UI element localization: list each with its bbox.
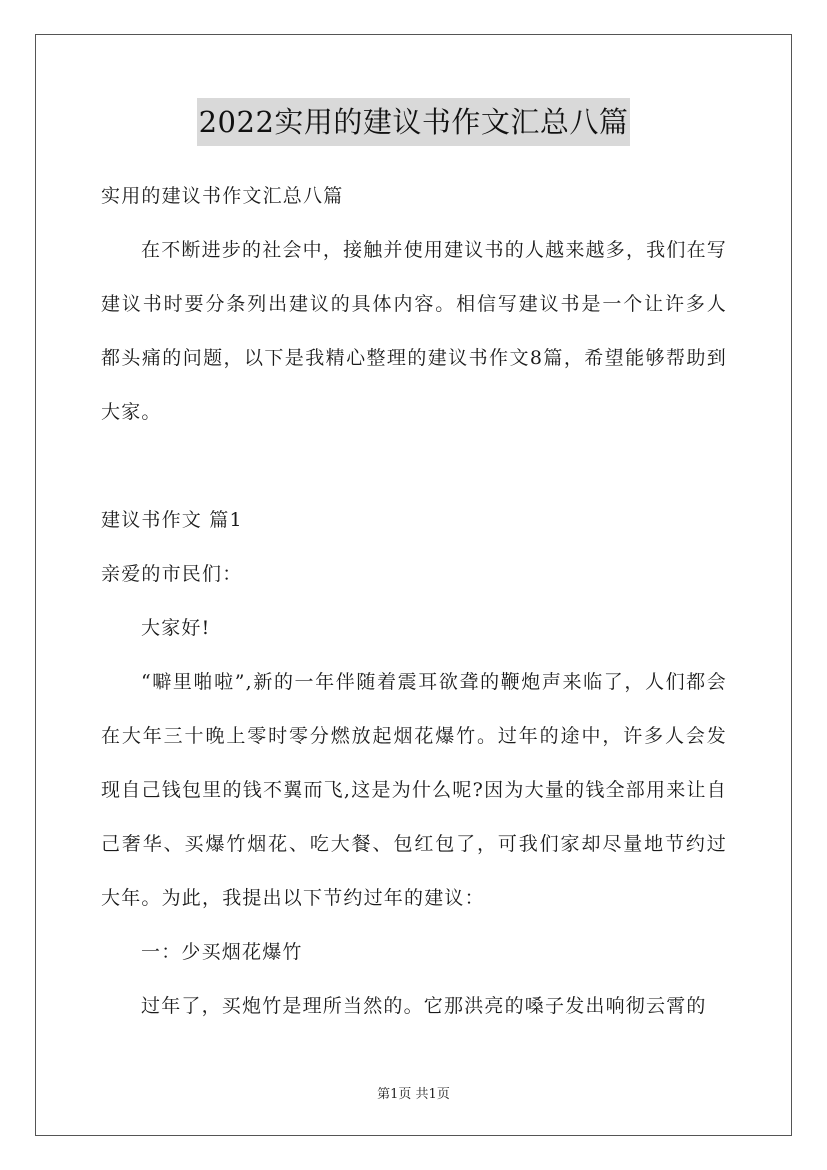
section-heading: 建议书作文 篇1 (101, 509, 243, 531)
title-container (0, 98, 827, 146)
body-paragraph-1: “噼里啪啦”,新的一年伴随着震耳欲聋的鞭炮声来临了，人们都会在大年三十晚上零时零分燃放起烟花爆竹。过年的途中，许多人会发现自己钱包里的钱不翼而飞,这是为什么呢?因为大量的钱全部用来让自己奢华、买爆竹烟花、吃大餐、包红包了，可我们家却尽量地节约过大年。为此，我提出以下节约过年的建议： (101, 671, 727, 909)
point-heading-1: 一：少买烟花爆竹 (141, 941, 303, 963)
document-subtitle: 实用的建议书作文汇总八篇 (101, 185, 344, 207)
paragraph-gap (101, 439, 727, 493)
document-body (101, 169, 727, 1033)
page-footer: 第1页 共1页 (377, 1087, 450, 1102)
greeting: 大家好! (141, 617, 211, 639)
salutation: 亲爱的市民们： (101, 563, 243, 585)
intro-paragraph: 在不断进步的社会中，接触并使用建议书的人越来越多，我们在写建议书时要分条列出建议的具体内容。相信写建议书是一个让许多人都头痛的问题，以下是我精心整理的建议书作文8篇，希望能够帮助到大家。 (101, 239, 727, 423)
body-paragraph-2: 过年了，买炮竹是理所当然的。它那洪亮的嗓子发出响彻云霄的 (141, 995, 707, 1017)
document-title: 2022实用的建议书作文汇总八篇 (197, 98, 631, 146)
